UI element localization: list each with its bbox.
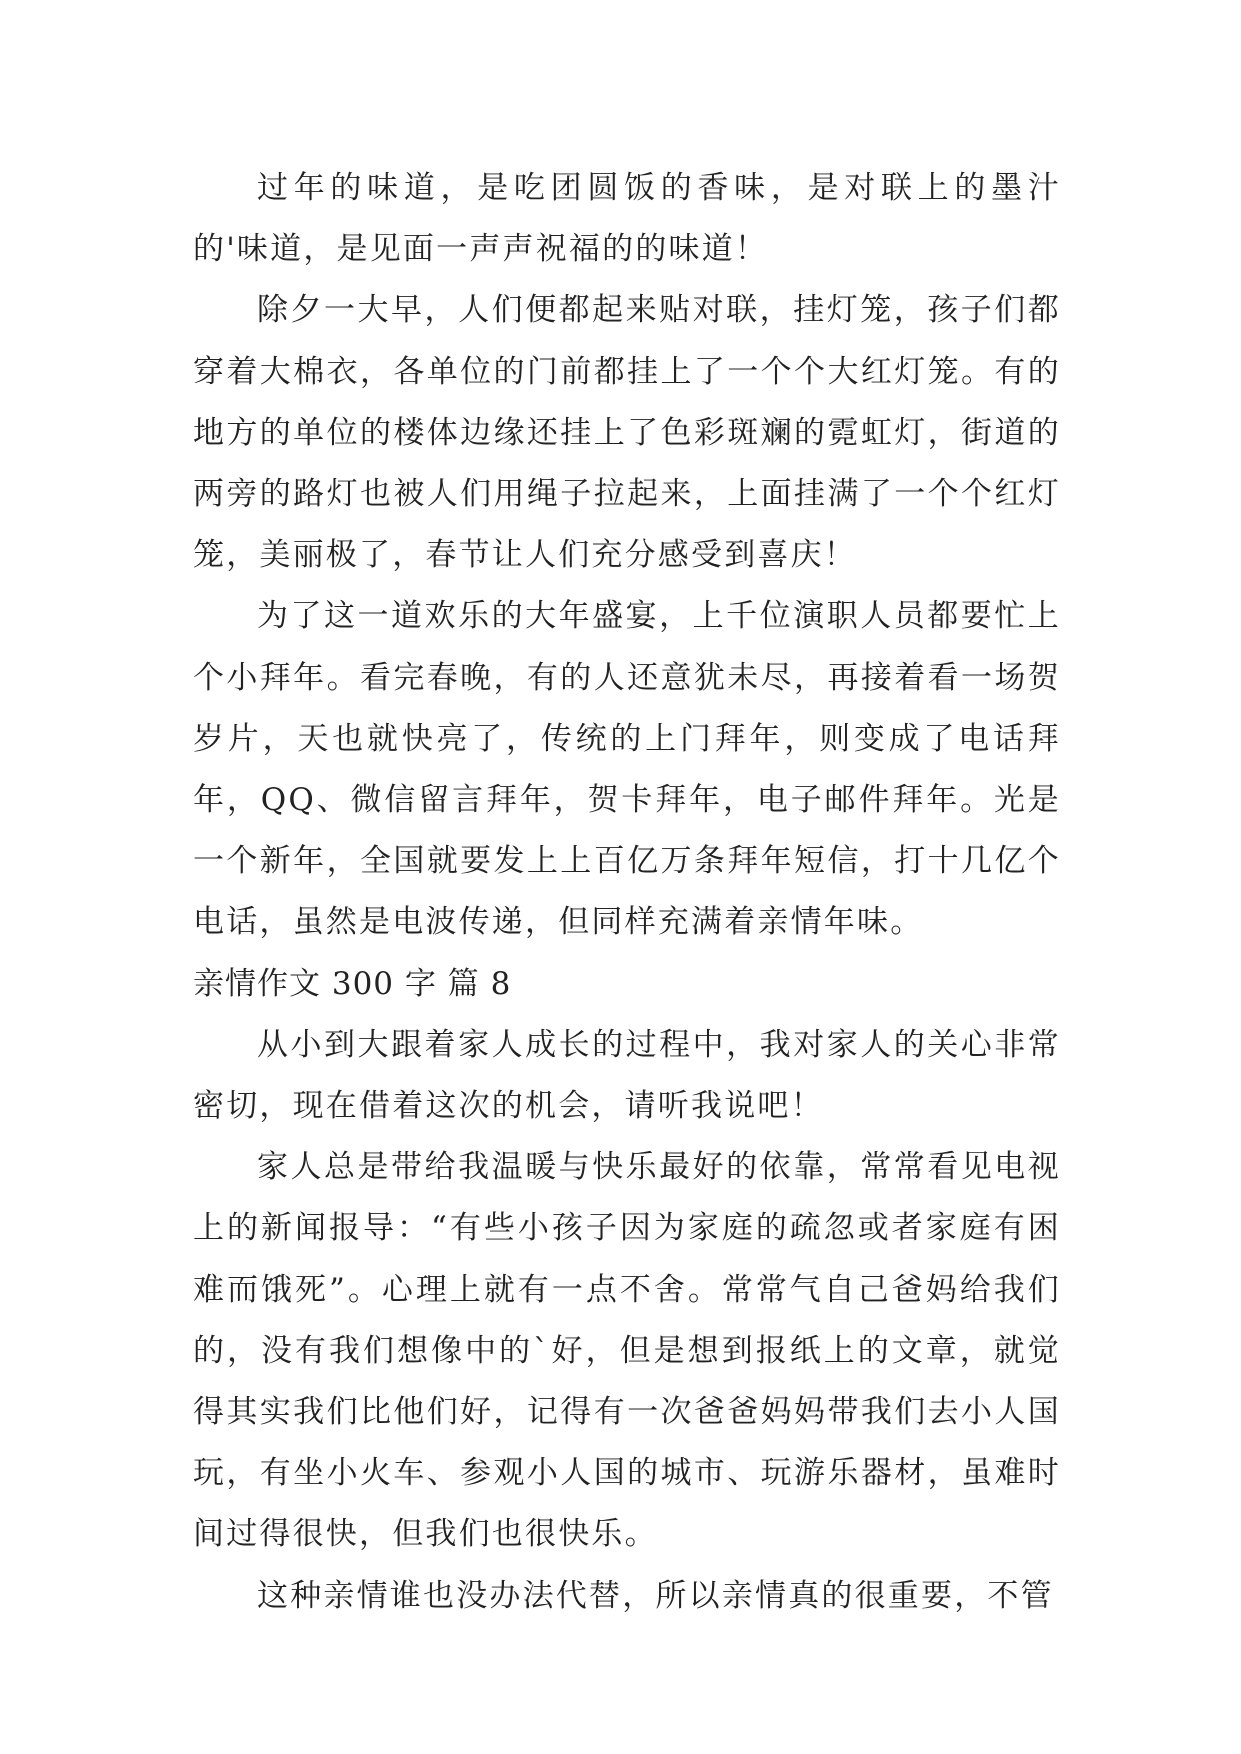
- paragraph: 从小到大跟着家人成长的过程中，我对家人的关心非常密切，现在借着这次的机会，请听我说吧！: [193, 1026, 1061, 1125]
- paragraph: 过年的味道，是吃团圆饭的香味，是对联上的墨汁的'味道，是见面一声声祝福的的味道！: [193, 170, 1061, 268]
- paragraph: 为了这一道欢乐的大年盛宴，上千位演职人员都要忙上个小拜年。看完春晚，有的人还意犹未尽，再接着看一场贺岁片，天也就快亮了，传统的上门拜年，则变成了电话拜年，QQ、微信留言拜年，贺卡拜年，电子邮件拜年。光是一个新年，全国就要发上上百亿万条拜年短信，打十几亿个电话，虽然是电波传递，但同样充满着亲情年味。: [193, 598, 1061, 941]
- paragraph: 除夕一大早，人们便都起来贴对联，挂灯笼，孩子们都穿着大棉衣，各单位的门前都挂上了一个个大红灯笼。有的地方的单位的楼体边缘还挂上了色彩斑斓的霓虹灯，街道的两旁的路灯也被人们用绳子拉起来，上面挂满了一个个红灯笼，美丽极了，春节让人们充分感受到喜庆！: [193, 292, 1061, 574]
- section-heading: 亲情作文 300 字 篇 8: [193, 965, 512, 1002]
- paragraph: 这种亲情谁也没办法代替，所以亲情真的很重要，不管: [257, 1577, 1054, 1614]
- paragraph: 家人总是带给我温暖与快乐最好的依靠，常常看见电视上的新闻报导：“有些小孩子因为家庭的疏忽或者家庭有困难而饿死”。心理上就有一点不舍。常常气自己爸妈给我们的，没有我们想像中的`好，但是想到报纸上的文章，就觉得其实我们比他们好，记得有一次爸爸妈妈带我们去小人国玩，有坐小火车、参观小人国的城市、玩游乐器材，虽难时间过得很快，但我们也很快乐。: [193, 1149, 1061, 1553]
- document-body: [193, 158, 1061, 1627]
